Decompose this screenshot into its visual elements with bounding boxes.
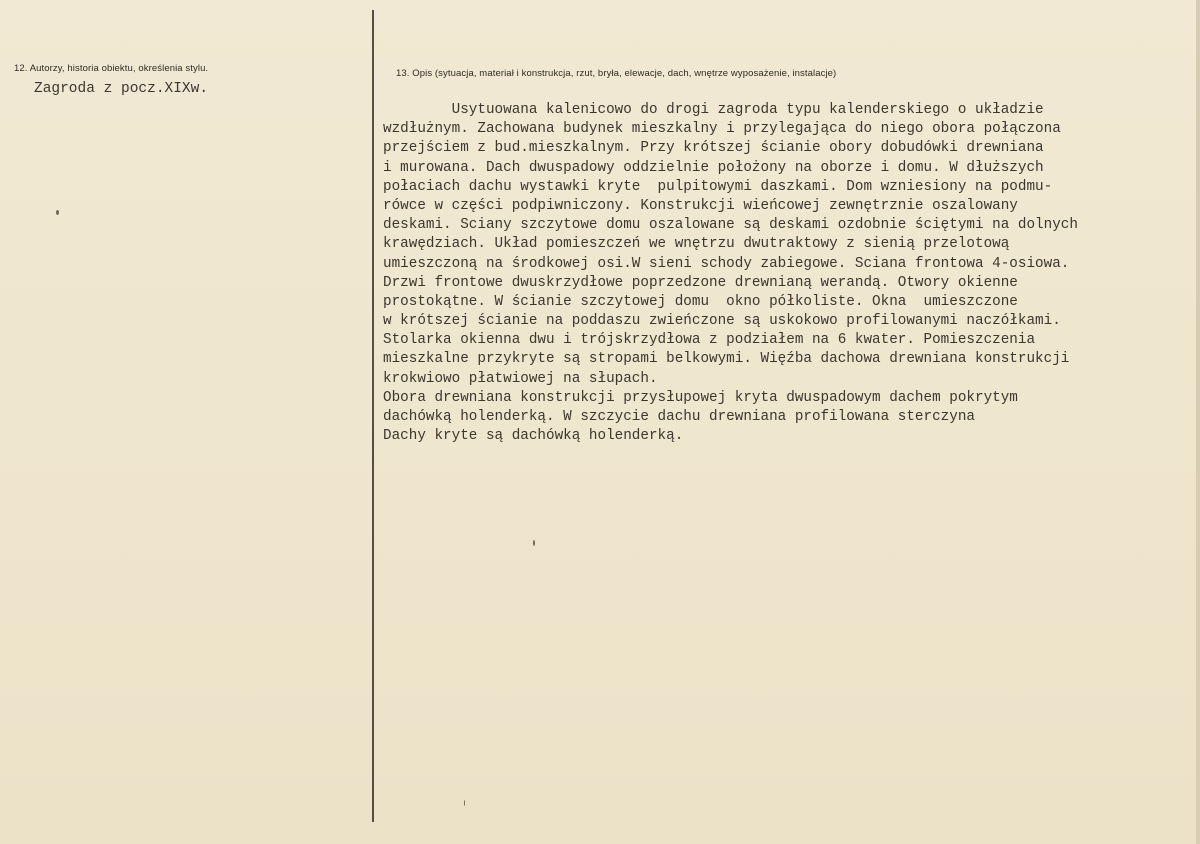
description-line: prostokątne. W ścianie szczytowej domu okno półkoliste. Okna umieszczone: [383, 293, 1018, 310]
section-13-description: [383, 101, 1078, 446]
description-line: mieszkalne przykryte są stropami belkowymi. Więźba dachowa drewniana konstrukcji: [383, 351, 1070, 368]
description-line: połaciach dachu wystawki kryte pulpitowymi daszkami. Dom wzniesiony na podmu-: [383, 178, 1053, 195]
description-line: krawędziach. Układ pomieszczeń we wnętrzu dwutraktowy z sienią przelotową: [383, 236, 1010, 253]
card-edge: [1196, 0, 1200, 844]
description-line: Obora drewniana konstrukcji przysłupowej kryta dwuspadowym dachem pokrytym: [383, 389, 1018, 406]
description-line: rówce w części podpiwniczony. Konstrukcji wieńcowej zewnętrznie oszalowany: [383, 197, 1018, 214]
description-line: wzdłużnym. Zachowana budynek mieszkalny i przylegająca do niego obora połączona: [383, 121, 1061, 138]
paper-speck: [533, 540, 535, 546]
description-line: Drzwi frontowe dwuskrzydłowe poprzedzone drewnianą werandą. Otwory okienne: [383, 274, 1018, 291]
description-line: w krótszej ścianie na poddaszu zwieńczone są uskokowo profilowanymi naczółkami.: [383, 313, 1061, 330]
description-line: Usytuowana kalenicowo do drogi zagroda typu kalenderskiego o układzie: [383, 102, 1044, 118]
section-12-caption: 12. Autorzy, historia obiektu, określenia stylu.: [14, 63, 209, 74]
description-line: umieszczoną na środkowej osi.W sieni schody zabiegowe. Sciana frontowa 4-osiowa.: [383, 255, 1070, 272]
section-12-value: Zagroda z pocz.XIXw.: [34, 81, 209, 97]
description-line: Dachy kryte są dachówką holenderką.: [383, 428, 684, 445]
description-line: deskami. Sciany szczytowe domu oszalowane są deskami ozdobnie ściętymi na dolnych: [383, 217, 1078, 234]
description-line: krokwiowo płatwiowej na słupach.: [383, 370, 658, 387]
paper-speck: [56, 210, 59, 215]
column-divider: [372, 10, 374, 822]
paper-speck: [464, 800, 465, 806]
description-line: dachówką holenderką. W szczycie dachu drewniana profilowana sterczyna: [383, 409, 975, 425]
section-13-caption: 13. Opis (sytuacja, materiał i konstrukcja, rzut, bryła, elewacje, dach, wnętrze wyposażenie, instalacje): [396, 68, 837, 79]
description-line: i murowana. Dach dwuspadowy oddzielnie położony na oborze i domu. W dłuższych: [383, 159, 1044, 176]
description-line: przejściem z bud.mieszkalnym. Przy krótszej ścianie obory dobudówki drewniana: [383, 140, 1044, 157]
description-line: Stolarka okienna dwu i trójskrzydłowa z podziałem na 6 kwater. Pomieszczenia: [383, 332, 1036, 349]
